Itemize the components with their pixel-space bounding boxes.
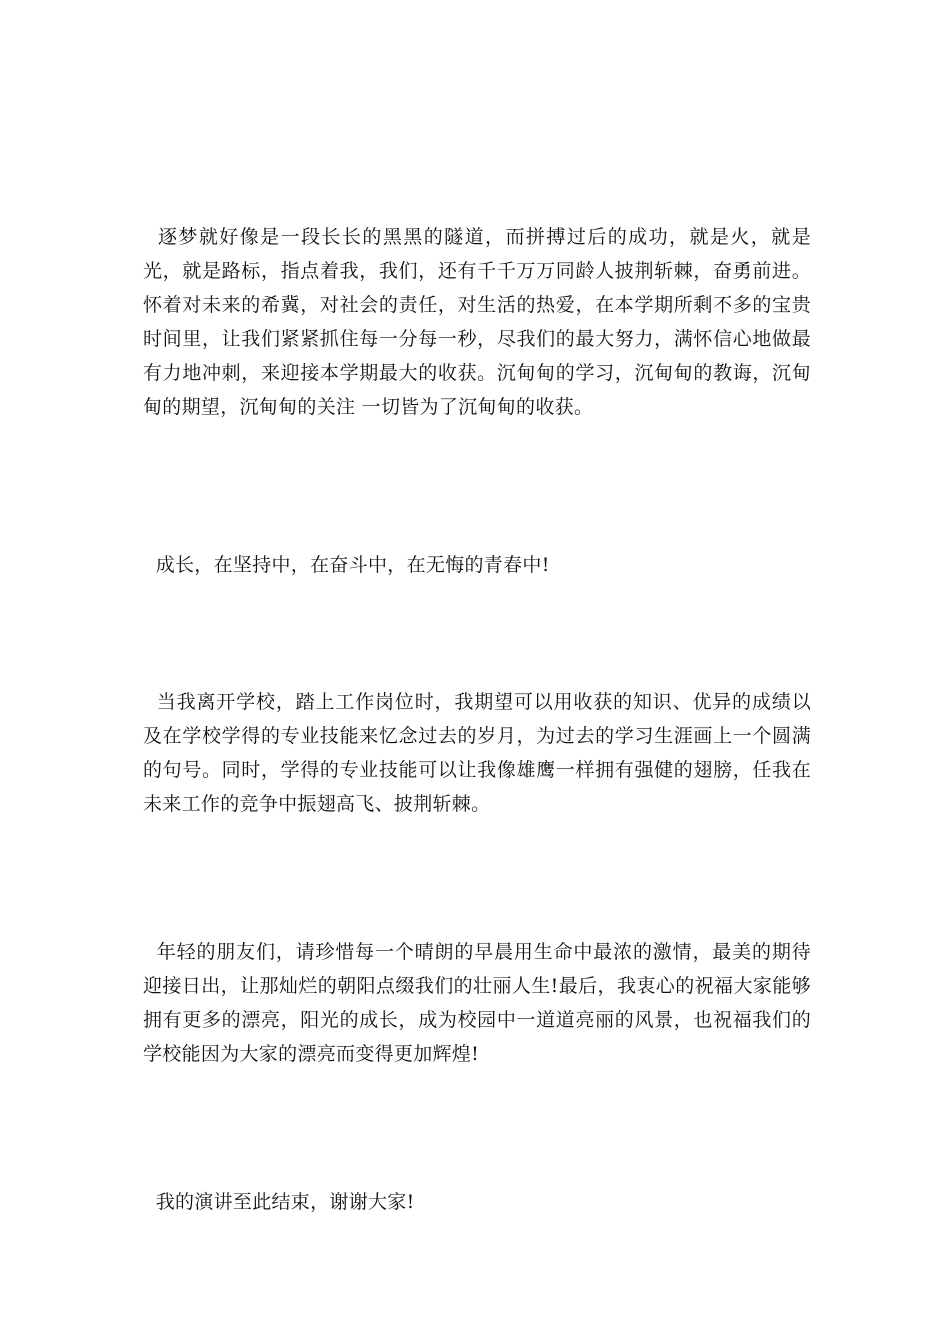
paragraph-pursuing-dreams: 逐梦就好像是一段长长的黑黑的隧道，而拼搏过后的成功，就是火，就是光，就是路标，指点着我，我们，还有千千万万同龄人披荆斩棘，奋勇前进。怀着对未来的希冀，对社会的责任，对生活的热爱，在本学期所剩不多的宝贵时间里，让我们紧紧抓住每一分每一秒，尽我们的最大努力，满怀信心地做最有力地冲刺，来迎接本学期最大的收获。沉甸甸的学习，沉甸甸的教诲，沉甸甸的期望，沉甸甸的关注 一切皆为了沉甸甸的收获。 <box>143 226 811 418</box>
paragraph-young-friends: 年轻的朋友们，请珍惜每一个晴朗的早晨用生命中最浓的激情，最美的期待迎接日出，让那灿烂的朝阳点缀我们的壮丽人生!最后，我衷心的祝福大家能够拥有更多的漂亮，阳光的成长，成为校园中一道道亮丽的风景，也祝福我们的学校能因为大家的漂亮而变得更加辉煌! <box>143 941 811 1065</box>
paragraph-growth: 成长，在坚持中，在奋斗中，在无悔的青春中! <box>143 554 550 576</box>
paragraph-leaving-school: 当我离开学校，踏上工作岗位时，我期望可以用收获的知识、优异的成绩以及在学校学得的专业技能来忆念过去的岁月，为过去的学习生涯画上一个圆满的句号。同时，学得的专业技能可以让我像雄鹰一样拥有强健的翅膀，任我在未来工作的竞争中振翅高飞、披荆斩棘。 <box>143 691 811 815</box>
paragraph-closing: 我的演讲至此结束，谢谢大家! <box>143 1191 415 1213</box>
